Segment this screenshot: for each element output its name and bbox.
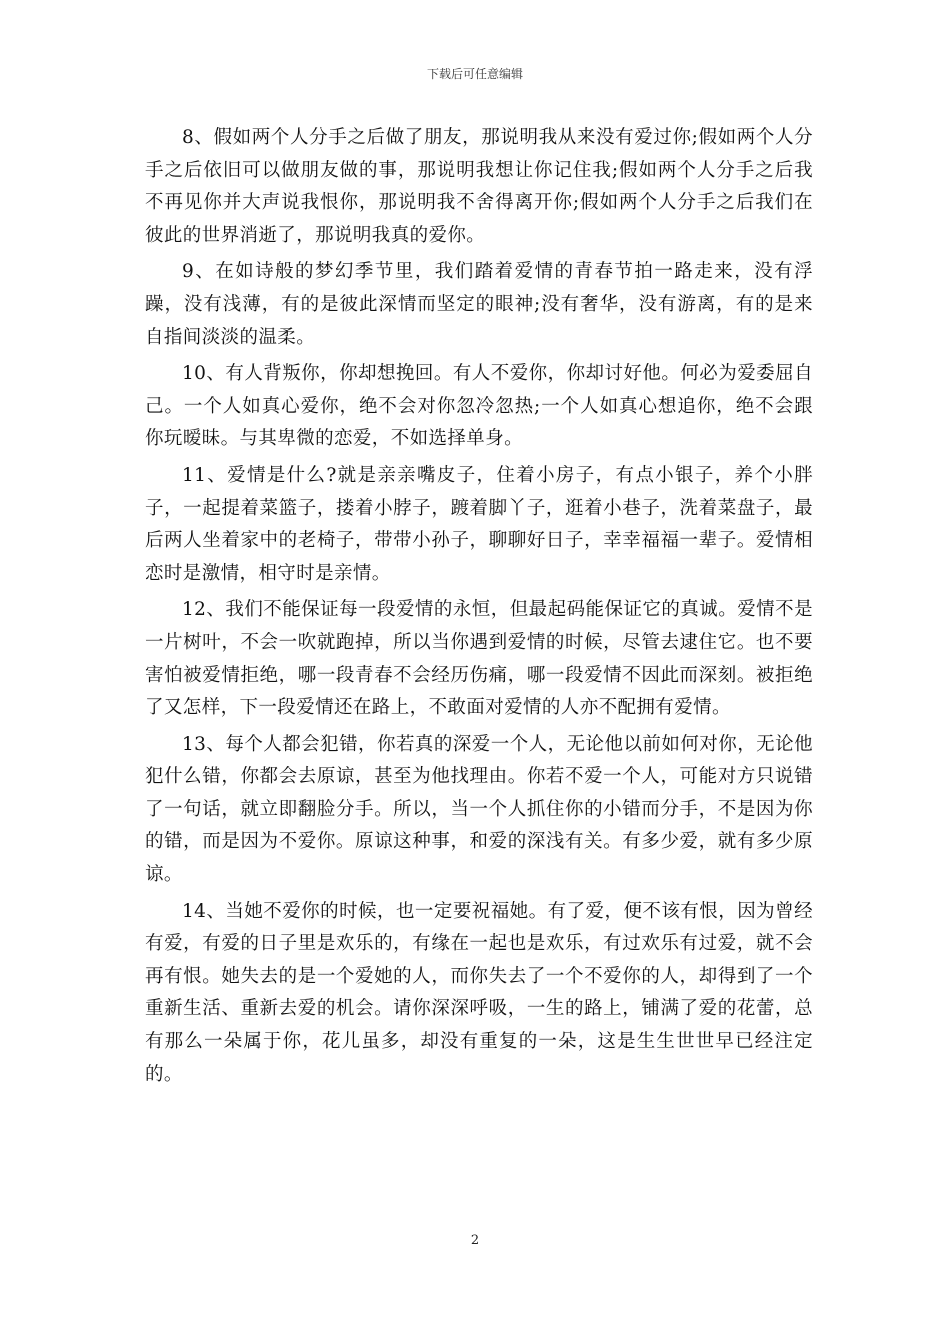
paragraph-8: 8、假如两个人分手之后做了朋友，那说明我从来没有爱过你;假如两个人分手之后依旧可以做朋友做的事，那说明我想让你记住我;假如两个人分手之后我不再见你并大声说我恨你，那说明我不舍得离开你;假如两个人分手之后我们在彼此的世界消逝了，那说明我真的爱你。 <box>145 127 813 246</box>
paragraph-13: 13、每个人都会犯错，你若真的深爱一个人，无论他以前如何对你，无论他犯什么错，你都会去原谅，甚至为他找理由。你若不爱一个人，可能对方只说错了一句话，就立即翻脸分手。所以，当一个人抓住你的小错而分手，不是因为你的错，而是因为不爱你。原谅这种事，和爱的深浅有关。有多少爱，就有多少原谅。 <box>145 733 813 886</box>
document-body <box>145 122 813 1095</box>
page-header: 下载后可任意编辑 <box>426 67 523 81</box>
paragraph-9: 9、在如诗般的梦幻季节里，我们踏着爱情的青春节拍一路走来，没有浮躁，没有浅薄，有的是彼此深情而坚定的眼神;没有奢华，没有游离，有的是来自指间淡淡的温柔。 <box>145 261 813 348</box>
paragraph-10: 10、有人背叛你，你却想挽回。有人不爱你，你却讨好他。何必为爱委屈自己。一个人如真心爱你，绝不会对你忽冷忽热;一个人如真心想追你，绝不会跟你玩暧昧。与其卑微的恋爱，不如选择单身。 <box>145 363 813 450</box>
page-number: 2 <box>470 1233 480 1248</box>
paragraph-12: 12、我们不能保证每一段爱情的永恒，但最起码能保证它的真诚。爱情不是一片树叶，不会一吹就跑掉，所以当你遇到爱情的时候，尽管去逮住它。也不要害怕被爱情拒绝，哪一段青春不会经历伤痛，哪一段爱情不因此而深刻。被拒绝了又怎样，下一段爱情还在路上，不敢面对爱情的人亦不配拥有爱情。 <box>145 599 813 719</box>
paragraph-14: 14、当她不爱你的时候，也一定要祝福她。有了爱，便不该有恨，因为曾经有爱，有爱的日子里是欢乐的，有缘在一起也是欢乐，有过欢乐有过爱，就不会再有恨。她失去的是一个爱她的人，而你失去了一个不爱你的人，却得到了一个重新生活、重新去爱的机会。请你深深呼吸，一生的路上，铺满了爱的花蕾，总有那么一朵属于你，花儿虽多，却没有重复的一朵，这是生生世世早已经注定的。 <box>145 900 813 1085</box>
paragraph-11: 11、爱情是什么?就是亲亲嘴皮子，住着小房子，有点小银子，养个小胖子，一起提着菜篮子，搂着小脖子，踱着脚丫子，逛着小巷子，洗着菜盘子，最后两人坐着家中的老椅子，带带小孙子，聊聊好日子，幸幸福福一辈子。爱情相恋时是激情，相守时是亲情。 <box>145 464 813 584</box>
